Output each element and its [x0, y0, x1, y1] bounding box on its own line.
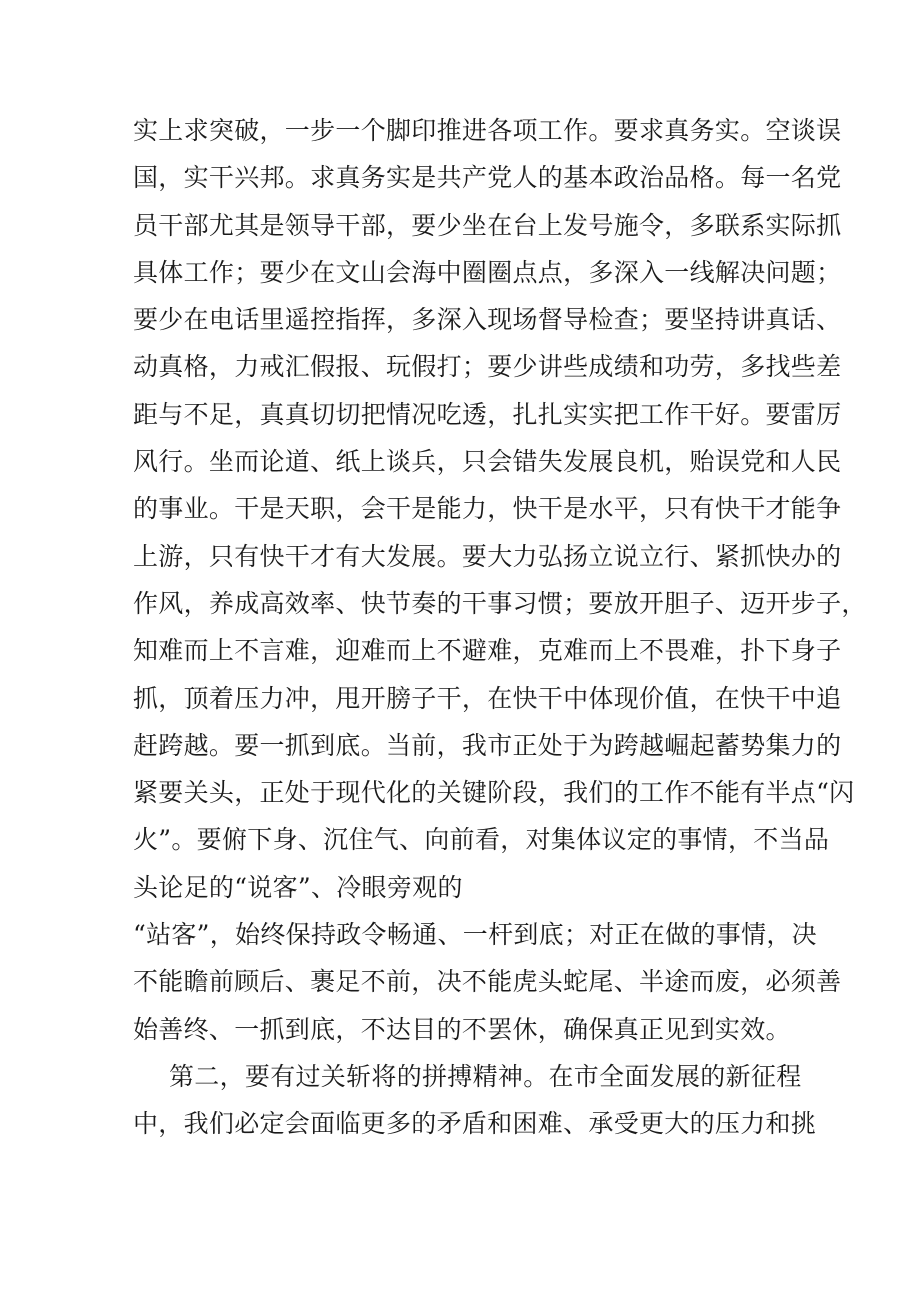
text-line: 始善终、一抓到底，不达目的不罢休，确保真正见到实效。: [133, 1014, 791, 1044]
text-line: 不能瞻前顾后、裹足不前，决不能虎头蛇尾、半途而废，必须善: [133, 967, 842, 997]
text-line: 员干部尤其是领导干部，要少坐在台上发号施令，多联系实际抓: [133, 210, 842, 240]
text-line: 要少在电话里遥控指挥，多深入现场督导检查；要坚持讲真话、: [133, 305, 842, 335]
text-line: 赶跨越。要一抓到底。当前，我市正处于为跨越崛起蓄势集力的: [133, 730, 842, 760]
text-line: 动真格，力戒汇假报、玩假打；要少讲些成绩和功劳，多找些差: [133, 352, 842, 382]
text-line: 中，我们必定会面临更多的矛盾和困难、承受更大的压力和挑: [133, 1109, 817, 1139]
text-line: 国，实干兴邦。求真务实是共产党人的基本政治品格。每一名党: [133, 163, 842, 193]
text-line: 上游，只有快干才有大发展。要大力弘扬立说立行、紧抓快办的: [133, 541, 842, 571]
text-line: 头论足的“说客”、冷眼旁观的: [133, 872, 463, 902]
text-line: 抓，顶着压力冲，甩开膀子干，在快干中体现价值，在快干中追: [133, 683, 842, 713]
text-line: 距与不足，真真切切把情况吃透，扎扎实实把工作干好。要雷厉: [133, 399, 842, 429]
text-line: 的事业。干是天职，会干是能力，快干是水平，只有快干才能争: [133, 494, 842, 524]
text-line: “站客”，始终保持政令畅通、一杆到底；对正在做的事情，决: [133, 920, 817, 950]
text-line: 火”。要俯下身、沉住气、向前看，对集体议定的事情，不当品: [133, 825, 830, 855]
paragraph-start-line: 第二，要有过关斩将的拼搏精神。在市全面发展的新征程: [169, 1061, 802, 1091]
body-text: [133, 107, 867, 1148]
text-line: 作风，养成高效率、快节奏的干事习惯；要放开胆子、迈开步子，: [133, 588, 867, 618]
text-line: 具体工作；要少在文山会海中圈圈点点，多深入一线解决问题；: [133, 257, 842, 287]
text-line: 紧要关头，正处于现代化的关键阶段，我们的工作不能有半点“闪: [133, 778, 855, 808]
text-line: 风行。坐而论道、纸上谈兵，只会错失发展良机，贻误党和人民: [133, 447, 842, 477]
text-line: 实上求突破，一步一个脚印推进各项工作。要求真务实。空谈误: [133, 116, 842, 145]
text-line: 知难而上不言难，迎难而上不避难，克难而上不畏难，扑下身子: [133, 636, 842, 666]
